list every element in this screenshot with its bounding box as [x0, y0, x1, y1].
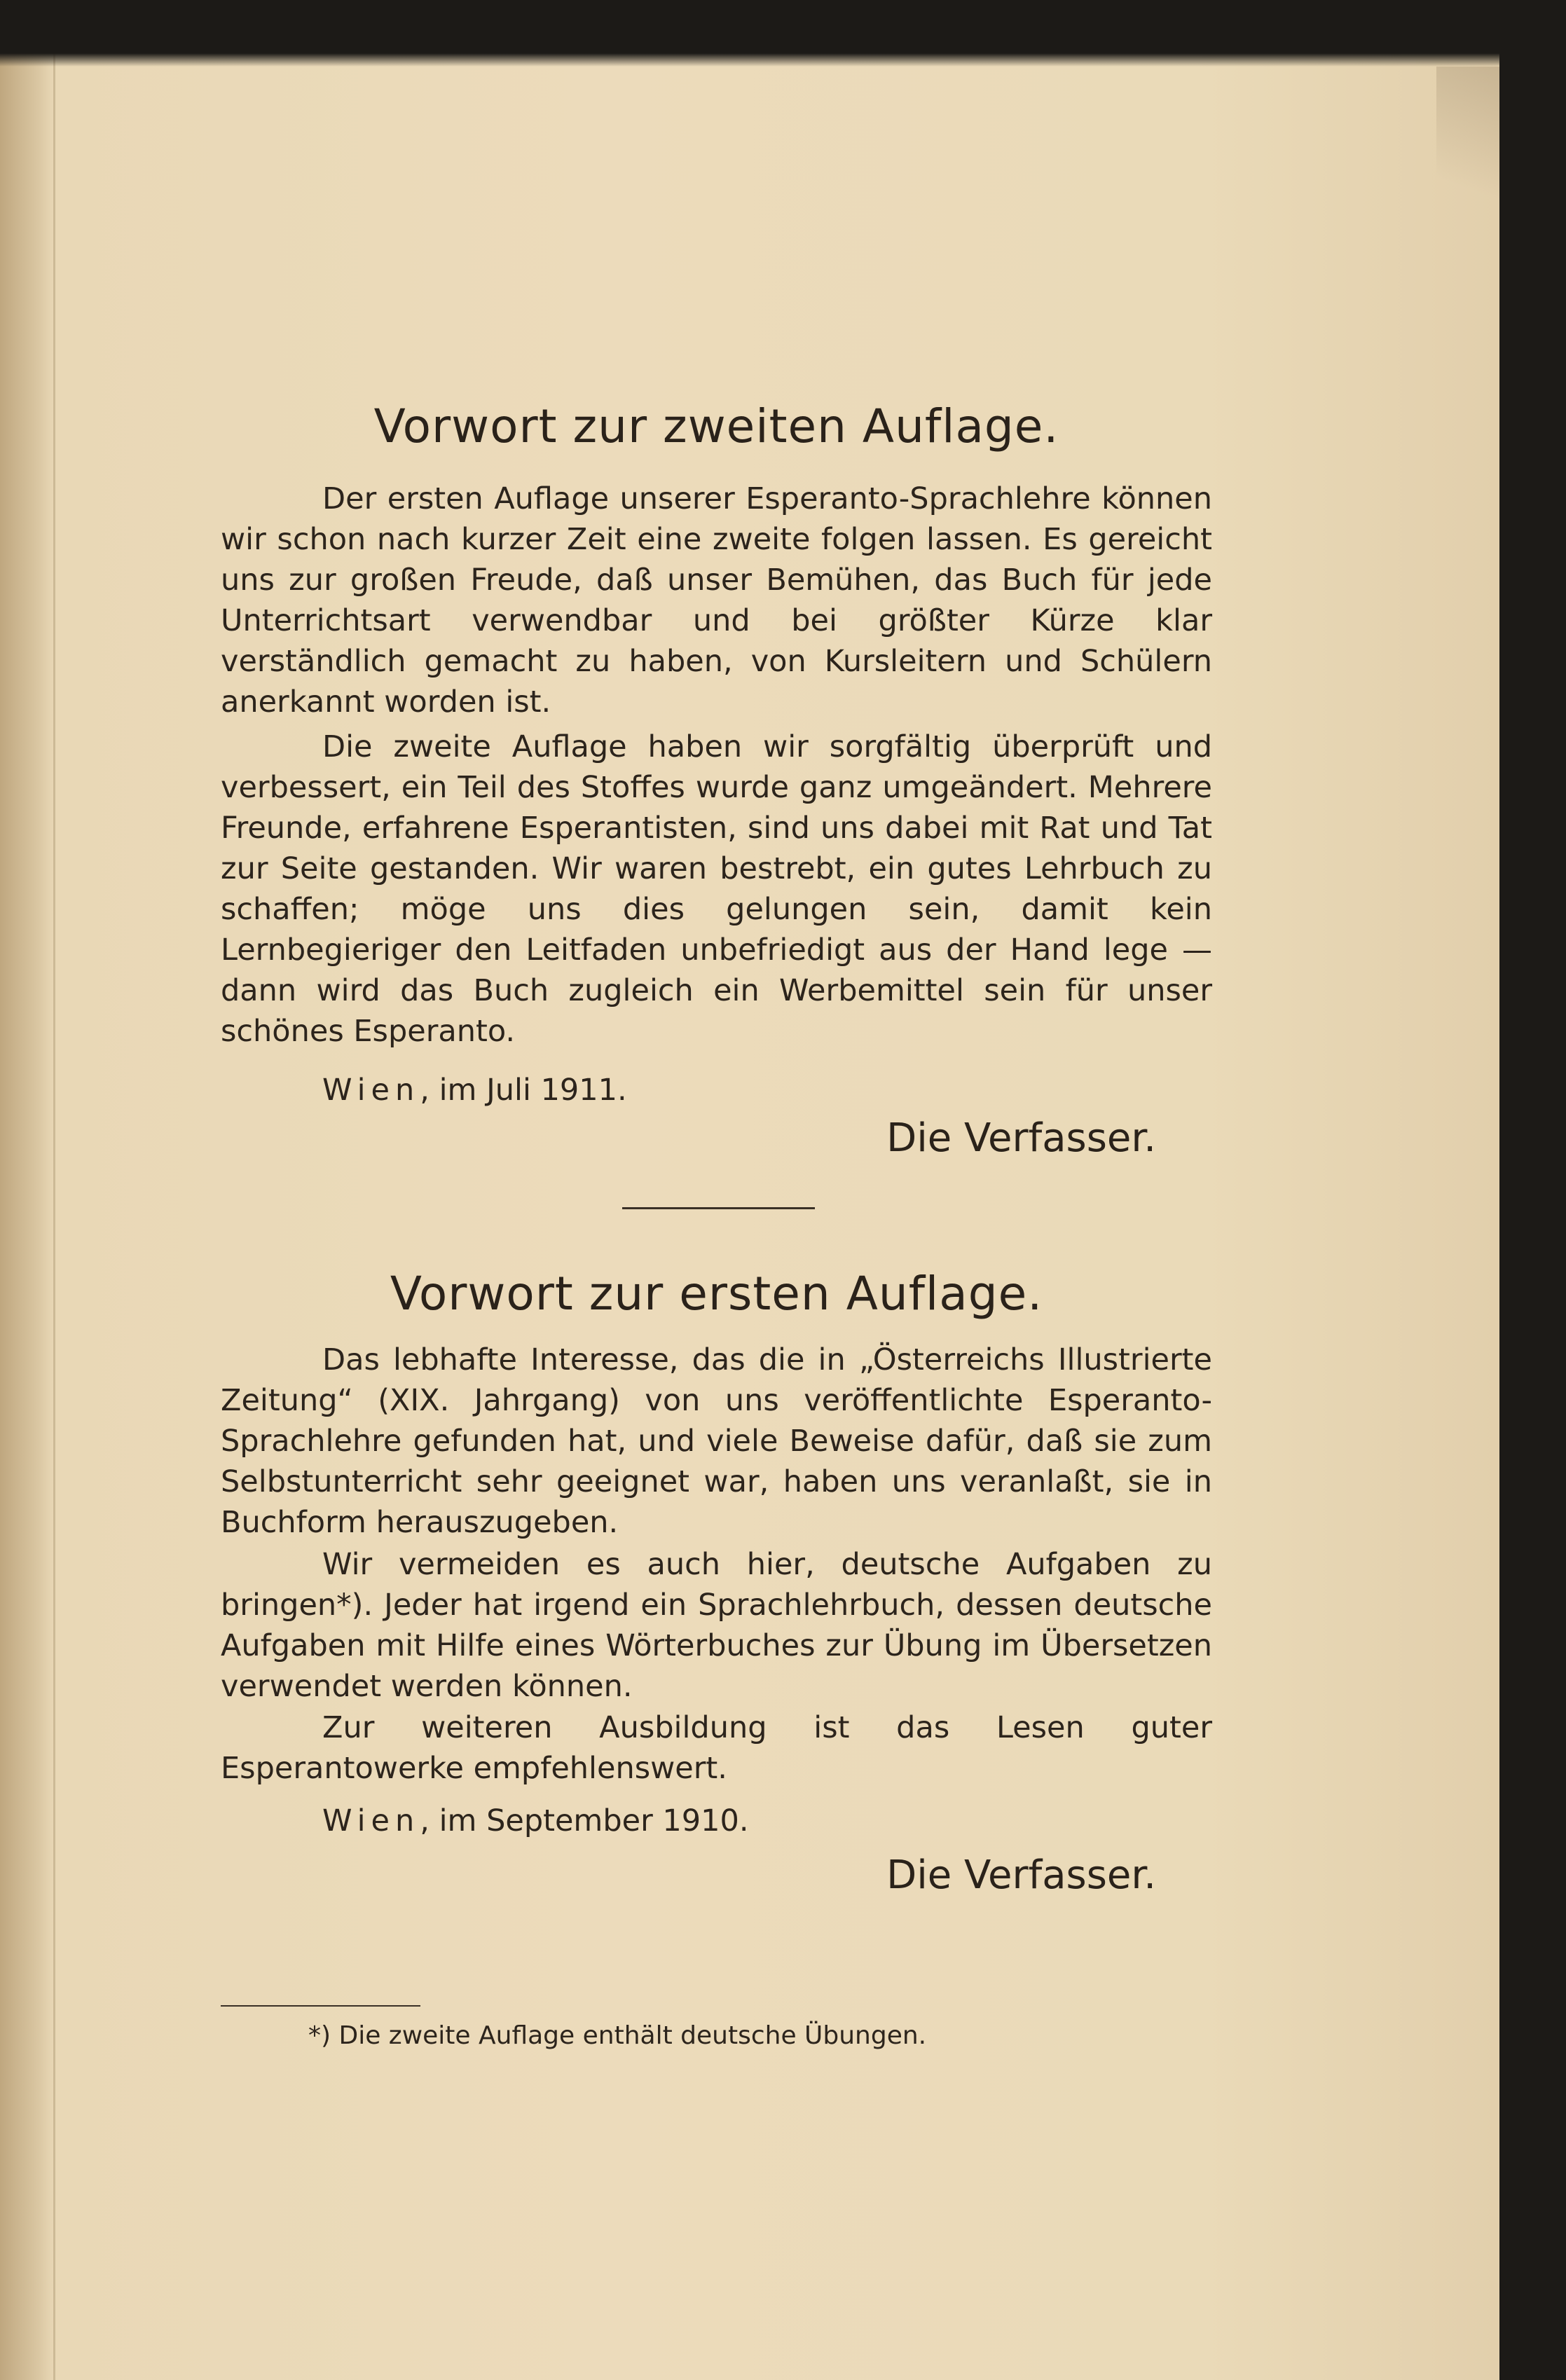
- section-divider: [622, 1207, 815, 1209]
- page-corner-wear: [1436, 67, 1499, 235]
- second-preface-signature: Die Verfasser.: [886, 1115, 1156, 1161]
- second-preface-paragraph-1: Der ersten Auflage unserer Esperanto-Sprachlehre können wir schon nach kurzer Zeit eine zweite folgen lassen. Es gereicht uns zur großen Freude, daß unser Bemühen, das Buch für jede Unterrichtsart verwendbar und bei größter Kürze klar verständlich gemacht zu haben, von Kursleitern und Schülern anerkannt worden ist.: [221, 481, 1212, 720]
- text-column: [221, 0, 1212, 2380]
- first-preface-place: Wien: [322, 1803, 420, 1838]
- first-preface-signature: Die Verfasser.: [886, 1852, 1156, 1898]
- first-preface-title: Vorwort zur ersten Auflage.: [390, 1267, 1043, 1321]
- second-preface-paragraph-2: Die zweite Auflage haben wir sorgfältig überprüft und verbessert, ein Teil des Stoffes wurde ganz umgeändert. Mehrere Freunde, erfahrene Esperantisten, sind uns dabei mit Rat und Tat zur Seite gestanden. Wir waren bestrebt, ein gutes Lehrbuch zu schaffen; möge uns dies gelungen sein, damit kein Lernbegieriger den Leitfaden unbefriedigt aus der Hand lege — dann wird das Buch zugleich ein Werbemittel sein für unser schönes Esperanto.: [221, 729, 1212, 1049]
- first-preface-paragraph-2: Wir vermeiden es auch hier, deutsche Aufgaben zu bringen*). Jeder hat irgend ein Sprachlehrbuch, dessen deutsche Aufgaben mit Hilfe eines Wörterbuches zur Übung im Übersetzen verwendet werden können.: [221, 1547, 1212, 1704]
- footnote: *) Die zweite Auflage enthält deutsche Übungen.: [308, 2021, 927, 2050]
- second-preface-place-date: [322, 1070, 627, 1110]
- second-preface-place: Wien: [322, 1073, 420, 1108]
- gutter-fold: [53, 0, 55, 2380]
- first-preface-date: , im September 1910.: [420, 1803, 749, 1838]
- first-preface-place-date: [322, 1801, 749, 1841]
- second-preface-date: , im Juli 1911.: [420, 1073, 627, 1108]
- second-preface-title: Vorwort zur zweiten Auflage.: [373, 399, 1059, 453]
- page-gutter: [0, 0, 55, 2380]
- first-preface-paragraph-1: Das lebhafte Interesse, das die in „Österreichs Illustrierte Zeitung“ (XIX. Jahrgang) von uns veröffentlichte Esperanto-Sprachlehre gefunden hat, und viele Beweise dafür, daß sie zum Selbstunterricht sehr geeignet war, haben uns veranlaßt, sie in Buchform herauszugeben.: [221, 1342, 1212, 1540]
- first-preface-paragraph-3: Zur weiteren Ausbildung ist das Lesen guter Esperantowerke empfehlenswert.: [221, 1710, 1212, 1786]
- footnote-rule: [221, 2005, 420, 2007]
